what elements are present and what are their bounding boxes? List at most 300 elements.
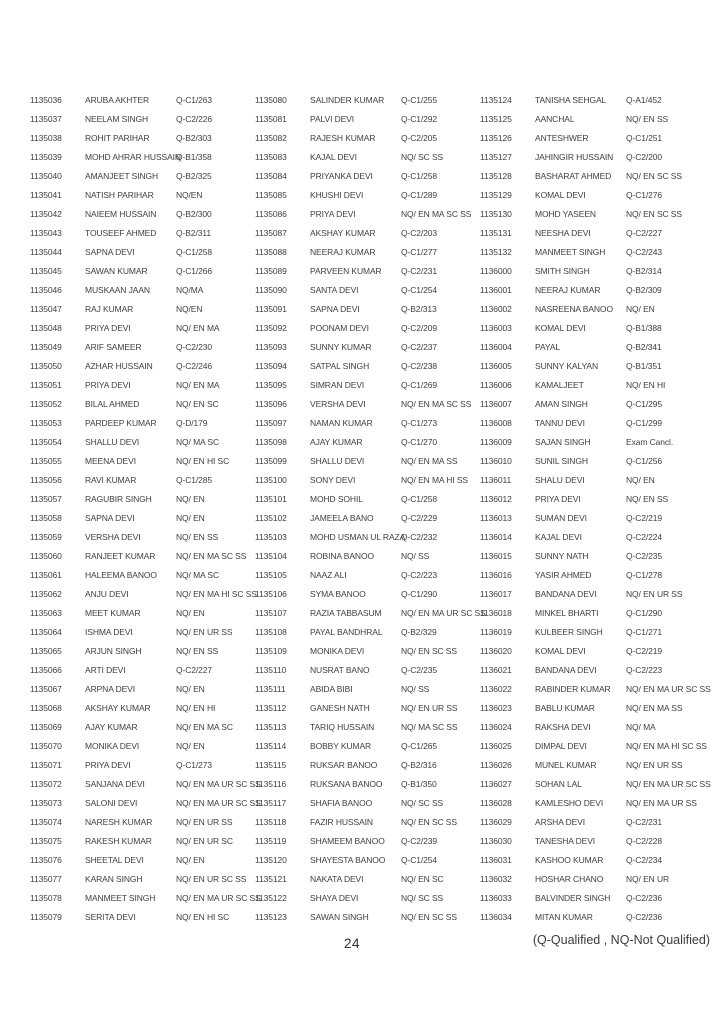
result-code: Q-C2/227 [626, 228, 663, 239]
roll-number: 1135085 [255, 190, 287, 201]
roll-number: 1136001 [480, 285, 512, 296]
roll-number: 1135090 [255, 285, 287, 296]
table-row [255, 756, 475, 775]
table-row [30, 300, 250, 319]
result-code: Q-C1/270 [401, 437, 438, 448]
result-code: NQ/ EN MA SC SS [176, 551, 247, 562]
table-row [255, 718, 475, 737]
roll-number: 1135068 [30, 703, 62, 714]
candidate-name: VERSHA DEVI [85, 532, 141, 543]
result-code: NQ/ EN [176, 608, 205, 619]
candidate-name: KAMALJEET [535, 380, 584, 391]
roll-number: 1135070 [30, 741, 62, 752]
result-code: NQ/ MA SC [176, 570, 220, 581]
table-row [480, 129, 712, 148]
candidate-name: ARUBA AKHTER [85, 95, 149, 106]
result-code: NQ/ EN UR SS [626, 589, 683, 600]
roll-number: 1135054 [30, 437, 62, 448]
roll-number: 1136014 [480, 532, 512, 543]
roll-number: 1135065 [30, 646, 62, 657]
candidate-name: SALONI DEVI [85, 798, 138, 809]
table-row [480, 889, 712, 908]
result-code: NQ/ SS [401, 551, 430, 562]
candidate-name: MEENA DEVI [85, 456, 136, 467]
candidate-name: ARTI DEVI [85, 665, 126, 676]
candidate-name: PARDEEP KUMAR [85, 418, 157, 429]
roll-number: 1135087 [255, 228, 287, 239]
result-code: NQ/ EN [626, 304, 655, 315]
result-code: NQ/ EN [176, 494, 205, 505]
result-code: NQ/ EN MA [176, 323, 220, 334]
candidate-name: TOUSEEF AHMED [85, 228, 157, 239]
candidate-name: RAJ KUMAR [85, 304, 134, 315]
roll-number: 1135111 [255, 684, 286, 695]
candidate-name: KARAN SINGH [85, 874, 143, 885]
roll-number: 1136034 [480, 912, 512, 923]
candidate-name: SAJAN SINGH [535, 437, 591, 448]
result-code: Q-C2/205 [401, 133, 438, 144]
table-row [30, 566, 250, 585]
result-code: Q-C1/271 [626, 627, 663, 638]
roll-number: 1135103 [255, 532, 287, 543]
candidate-name: SATPAL SINGH [310, 361, 370, 372]
candidate-name: BANDANA DEVI [535, 665, 597, 676]
table-row [480, 433, 712, 452]
table-row [480, 395, 712, 414]
result-code: NQ/ MA [626, 722, 656, 733]
table-row [480, 661, 712, 680]
result-code: Q-C2/236 [626, 912, 663, 923]
results-column-1 [30, 91, 261, 927]
table-row [30, 604, 250, 623]
result-code: NQ/ EN MA HI SC SS [626, 741, 707, 752]
result-code: NQ/ EN UR SS [176, 627, 233, 638]
candidate-name: ARSHA DEVI [535, 817, 586, 828]
candidate-name: SMITH SINGH [535, 266, 590, 277]
table-row [480, 623, 712, 642]
candidate-name: SUNNY KALYAN [535, 361, 599, 372]
roll-number: 1136006 [480, 380, 512, 391]
candidate-name: SUNIL SINGH [535, 456, 588, 467]
table-row [30, 547, 250, 566]
result-code: NQ/ MA SC [176, 437, 220, 448]
result-code: Q-B2/309 [626, 285, 662, 296]
candidate-name: SAWAN KUMAR [85, 266, 148, 277]
roll-number: 1135118 [255, 817, 287, 828]
table-row [480, 528, 712, 547]
roll-number: 1135060 [30, 551, 62, 562]
table-row [255, 604, 486, 623]
candidate-name: MONIKA DEVI [85, 741, 140, 752]
candidate-name: NATISH PARIHAR [85, 190, 154, 201]
result-code: Q-C1/299 [626, 418, 663, 429]
roll-number: 1135050 [30, 361, 62, 372]
candidate-name: SHAFIA BANOO [310, 798, 373, 809]
roll-number: 1135130 [480, 209, 512, 220]
candidate-name: PRIYA DEVI [85, 323, 131, 334]
results-column-3 [480, 91, 712, 927]
candidate-name: SUMAN DEVI [535, 513, 587, 524]
result-code: Q-B2/329 [401, 627, 437, 638]
table-row [30, 357, 250, 376]
result-code: NQ/ EN SS [626, 494, 669, 505]
roll-number: 1135127 [480, 152, 512, 163]
result-code: Q-C2/234 [626, 855, 663, 866]
result-code: Q-A1/452 [626, 95, 662, 106]
roll-number: 1135058 [30, 513, 62, 524]
roll-number: 1135078 [30, 893, 62, 904]
table-row [255, 243, 475, 262]
result-code: Q-C1/277 [401, 247, 438, 258]
roll-number: 1135051 [30, 380, 62, 391]
roll-number: 1135061 [30, 570, 62, 581]
roll-number: 1135081 [255, 114, 287, 125]
roll-number: 1135043 [30, 228, 62, 239]
table-row [30, 262, 250, 281]
candidate-name: ANJU DEVI [85, 589, 129, 600]
roll-number: 1136004 [480, 342, 512, 353]
table-row [255, 110, 475, 129]
candidate-name: SOHAN LAL [535, 779, 582, 790]
result-code: NQ/ EN MA UR SC SS [626, 684, 711, 695]
roll-number: 1135045 [30, 266, 62, 277]
candidate-name: MOHD YASEEN [535, 209, 596, 220]
roll-number: 1135072 [30, 779, 62, 790]
result-code: Q-C1/292 [401, 114, 438, 125]
table-row [480, 756, 712, 775]
table-row [255, 642, 475, 661]
table-row [30, 471, 250, 490]
candidate-name: SALINDER KUMAR [310, 95, 385, 106]
roll-number: 1135093 [255, 342, 287, 353]
table-row [30, 91, 250, 110]
table-row [480, 718, 712, 737]
result-code: Q-C1/273 [176, 760, 213, 771]
table-row [255, 224, 475, 243]
roll-number: 1136015 [480, 551, 512, 562]
roll-number: 1135074 [30, 817, 62, 828]
candidate-name: TANESHA DEVI [535, 836, 596, 847]
result-code: Q-B1/358 [176, 152, 212, 163]
result-code: NQ/ EN UR SS [176, 817, 233, 828]
result-code: Q-C2/246 [176, 361, 213, 372]
table-row [255, 148, 475, 167]
roll-number: 1135109 [255, 646, 287, 657]
result-code: Q-C1/285 [176, 475, 213, 486]
result-code: Q-C2/229 [401, 513, 438, 524]
result-code: NQ/ EN MA UR SC SS [176, 779, 261, 790]
result-code: NQ/ EN SC [401, 874, 444, 885]
result-code: Q-B2/325 [176, 171, 212, 182]
candidate-name: AANCHAL [535, 114, 575, 125]
candidate-name: SAPNA DEVI [310, 304, 360, 315]
roll-number: 1136029 [480, 817, 512, 828]
table-row [30, 737, 250, 756]
roll-number: 1135044 [30, 247, 62, 258]
table-row [255, 452, 475, 471]
table-row [255, 889, 475, 908]
candidate-name: NARESH KUMAR [85, 817, 153, 828]
roll-number: 1135067 [30, 684, 62, 695]
candidate-name: KULBEER SINGH [535, 627, 603, 638]
result-code: NQ/ EN SC SS [626, 209, 682, 220]
result-code: Q-B2/341 [626, 342, 662, 353]
result-code: Q-C1/254 [401, 285, 438, 296]
table-row [255, 908, 475, 927]
candidate-name: RUKSAR BANOO [310, 760, 378, 771]
roll-number: 1135108 [255, 627, 287, 638]
result-code: NQ/ EN MA SC [176, 722, 233, 733]
result-code: Q-C1/256 [626, 456, 663, 467]
table-row [255, 490, 475, 509]
table-row [255, 623, 475, 642]
roll-number: 1135077 [30, 874, 62, 885]
table-row [30, 490, 250, 509]
result-code: Q-B1/388 [626, 323, 662, 334]
result-code: Q-C2/230 [176, 342, 213, 353]
table-row [255, 851, 475, 870]
candidate-name: NEESHA DEVI [535, 228, 591, 239]
candidate-name: AMAN SINGH [535, 399, 588, 410]
candidate-name: MUSKAAN JAAN [85, 285, 150, 296]
candidate-name: TANNU DEVI [535, 418, 585, 429]
candidate-name: AKSHAY KUMAR [85, 703, 151, 714]
result-code: Q-C2/235 [401, 665, 438, 676]
candidate-name: SHEETAL DEVI [85, 855, 144, 866]
qualification-legend: (Q-Qualified , NQ-Not Qualified) [532, 933, 710, 947]
result-code: Q-C1/265 [401, 741, 438, 752]
table-row [30, 908, 250, 927]
candidate-name: KOMAL DEVI [535, 646, 586, 657]
table-row [255, 433, 475, 452]
table-row [480, 376, 712, 395]
candidate-name: SYMA BANOO [310, 589, 366, 600]
result-code: Q-C1/255 [401, 95, 438, 106]
table-row [30, 756, 250, 775]
table-row [255, 91, 475, 110]
roll-number: 1135056 [30, 475, 62, 486]
candidate-name: JAMEELA BANO [310, 513, 374, 524]
roll-number: 1135096 [255, 399, 287, 410]
candidate-name: MOHD AHRAR HUSSAIN [85, 152, 181, 163]
result-code: Q-C2/223 [626, 665, 663, 676]
table-row [255, 338, 475, 357]
result-code: Q-B1/351 [626, 361, 662, 372]
roll-number: 1135075 [30, 836, 62, 847]
table-row [30, 870, 250, 889]
candidate-name: RAZIA TABBASUM [310, 608, 382, 619]
candidate-name: SHAYESTA BANOO [310, 855, 386, 866]
candidate-name: BALVINDER SINGH [535, 893, 611, 904]
result-code: Q-C2/235 [626, 551, 663, 562]
table-row [255, 680, 475, 699]
result-code: NQ/ EN SC SS [401, 646, 457, 657]
result-code: NQ/ EN [626, 475, 655, 486]
table-row [30, 699, 250, 718]
result-code: Q-C1/273 [401, 418, 438, 429]
roll-number: 1135120 [255, 855, 287, 866]
candidate-name: PARVEEN KUMAR [310, 266, 382, 277]
result-code: NQ/ SC SS [401, 893, 444, 904]
table-row [480, 813, 712, 832]
result-code: NQ/EN [176, 304, 203, 315]
candidate-name: ROHIT PARIHAR [85, 133, 150, 144]
roll-number: 1135123 [255, 912, 287, 923]
candidate-name: MANMEET SINGH [85, 893, 156, 904]
result-code: Q-C1/269 [401, 380, 438, 391]
roll-number: 1135071 [30, 760, 62, 771]
table-row [255, 167, 475, 186]
candidate-name: NAMAN KUMAR [310, 418, 373, 429]
table-row [255, 528, 475, 547]
candidate-name: PRIYA DEVI [535, 494, 581, 505]
candidate-name: ANTESHWER [535, 133, 589, 144]
roll-number: 1135089 [255, 266, 287, 277]
roll-number: 1135042 [30, 209, 62, 220]
candidate-name: KAJAL DEVI [310, 152, 357, 163]
result-code: NQ/ SS [401, 684, 430, 695]
roll-number: 1135113 [255, 722, 287, 733]
table-row [255, 262, 475, 281]
result-code: NQ/ EN MA SC SS [401, 209, 472, 220]
table-row [255, 813, 475, 832]
candidate-name: ABIDA BIBI [310, 684, 353, 695]
roll-number: 1136020 [480, 646, 512, 657]
table-row [30, 414, 250, 433]
roll-number: 1135114 [255, 741, 287, 752]
roll-number: 1135092 [255, 323, 287, 334]
result-code: Q-C1/289 [401, 190, 438, 201]
roll-number: 1136022 [480, 684, 512, 695]
roll-number: 1135122 [255, 893, 287, 904]
table-row [255, 300, 475, 319]
candidate-name: PRIYANKA DEVI [310, 171, 373, 182]
result-code: Q-B2/311 [176, 228, 211, 239]
roll-number: 1135097 [255, 418, 287, 429]
result-code: Q-B2/313 [401, 304, 437, 315]
result-code: Exam Cancl. [626, 437, 674, 448]
result-code: Q-C1/276 [626, 190, 663, 201]
table-row [480, 186, 712, 205]
result-code: Q-C2/239 [401, 836, 438, 847]
result-code: NQ/ MA SC SS [401, 722, 458, 733]
result-code: NQ/ EN MA UR SC SS [626, 779, 711, 790]
roll-number: 1135046 [30, 285, 62, 296]
roll-number: 1135095 [255, 380, 287, 391]
candidate-name: NAAZ ALI [310, 570, 347, 581]
roll-number: 1136023 [480, 703, 512, 714]
result-code: Q-C2/243 [626, 247, 663, 258]
candidate-name: PRIYA DEVI [85, 760, 131, 771]
table-row [30, 661, 250, 680]
result-code: Q-C1/254 [401, 855, 438, 866]
table-row [30, 585, 257, 604]
table-row [255, 471, 475, 490]
result-code: NQ/ EN MA UR SC SS [401, 608, 486, 619]
table-row [480, 490, 712, 509]
result-code: Q-C2/228 [626, 836, 663, 847]
page-number: 24 [343, 936, 361, 951]
candidate-name: NEELAM SINGH [85, 114, 149, 125]
candidate-name: ISHMA DEVI [85, 627, 133, 638]
result-code: Q-C1/290 [401, 589, 438, 600]
result-code: Q-C2/203 [401, 228, 438, 239]
result-code: Q-C2/236 [626, 893, 663, 904]
table-row [480, 794, 712, 813]
roll-number: 1135049 [30, 342, 62, 353]
result-code: Q-C1/278 [626, 570, 663, 581]
roll-number: 1135112 [255, 703, 287, 714]
table-row [30, 433, 250, 452]
result-code: Q-B2/316 [401, 760, 437, 771]
table-row [480, 547, 712, 566]
table-row [255, 661, 475, 680]
candidate-name: SHALU DEVI [535, 475, 585, 486]
result-code: Q-C1/251 [626, 133, 663, 144]
candidate-name: NUSRAT BANO [310, 665, 370, 676]
table-row [30, 794, 261, 813]
candidate-name: BANDANA DEVI [535, 589, 597, 600]
roll-number: 1135040 [30, 171, 62, 182]
candidate-name: YASIR AHMED [535, 570, 592, 581]
roll-number: 1136030 [480, 836, 512, 847]
roll-number: 1136025 [480, 741, 512, 752]
result-code: Q-C1/258 [176, 247, 213, 258]
roll-number: 1135104 [255, 551, 287, 562]
roll-number: 1135069 [30, 722, 62, 733]
result-code: NQ/ EN [176, 741, 205, 752]
result-code: Q-C2/232 [401, 532, 438, 543]
result-code: NQ/ EN MA HI SS [401, 475, 468, 486]
candidate-name: PAYAL BANDHRAL [310, 627, 383, 638]
roll-number: 1135126 [480, 133, 512, 144]
roll-number: 1135106 [255, 589, 287, 600]
table-row [480, 262, 712, 281]
candidate-name: MANMEET SINGH [535, 247, 606, 258]
candidate-name: FAZIR HUSSAIN [310, 817, 373, 828]
candidate-name: TANISHA SEHGAL [535, 95, 607, 106]
table-row [480, 585, 712, 604]
roll-number: 1135110 [255, 665, 287, 676]
table-row [480, 281, 712, 300]
candidate-name: NASREENA BANOO [535, 304, 613, 315]
roll-number: 1135132 [480, 247, 512, 258]
table-row [480, 642, 712, 661]
roll-number: 1135041 [30, 190, 62, 201]
roll-number: 1135107 [255, 608, 287, 619]
candidate-name: KASHOO KUMAR [535, 855, 604, 866]
candidate-name: HOSHAR CHANO [535, 874, 604, 885]
table-row [480, 908, 712, 927]
table-row [480, 604, 712, 623]
table-row [255, 376, 475, 395]
result-code: Q-B2/300 [176, 209, 212, 220]
result-code: Q-C2/231 [401, 266, 438, 277]
roll-number: 1135084 [255, 171, 287, 182]
table-row [480, 167, 712, 186]
table-row [30, 148, 250, 167]
table-row [480, 205, 712, 224]
candidate-name: PALVI DEVI [310, 114, 355, 125]
candidate-name: NEERAJ KUMAR [535, 285, 601, 296]
roll-number: 1135048 [30, 323, 62, 334]
result-code: NQ/ EN UR SS [626, 760, 683, 771]
table-row [480, 300, 712, 319]
result-code: NQ/ EN MA [176, 380, 220, 391]
roll-number: 1135105 [255, 570, 287, 581]
candidate-name: RAJESH KUMAR [310, 133, 376, 144]
table-row [30, 680, 250, 699]
